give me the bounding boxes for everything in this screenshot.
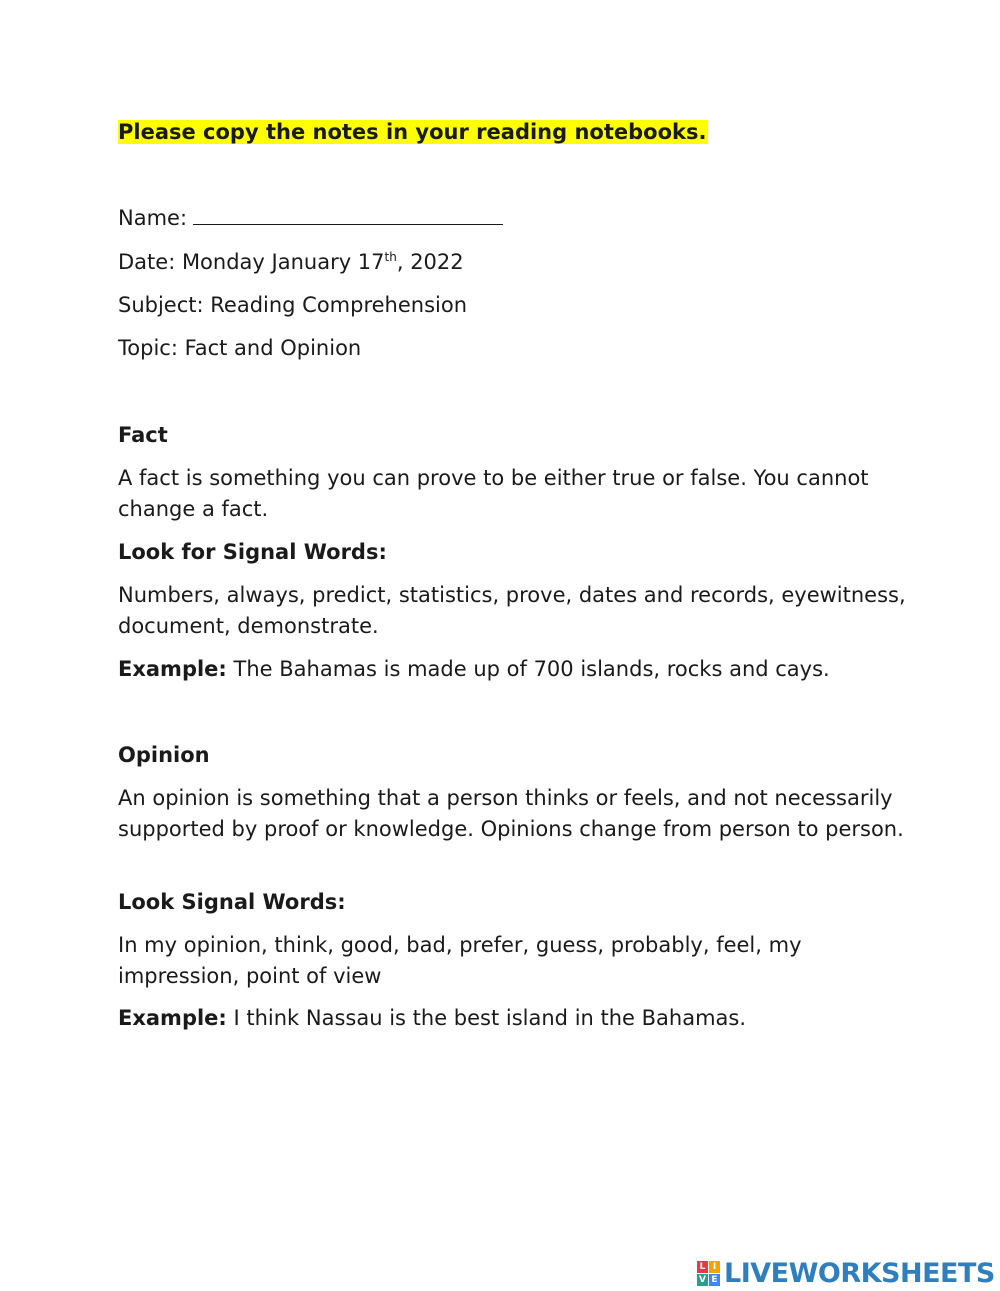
fact-example <box>118 654 830 684</box>
opinion-example <box>118 1003 746 1033</box>
fact-example-text: The Bahamas is made up of 700 islands, rocks and cays. <box>226 657 830 681</box>
name-line <box>118 203 503 233</box>
opinion-definition: An opinion is something that a person thinks or feels, and not necessarily supported by proof or knowledge. Opinions change from person to person. <box>118 786 904 841</box>
logo-block: V <box>697 1274 708 1286</box>
date-line <box>118 247 464 277</box>
subject-line: Subject: Reading Comprehension <box>118 293 468 317</box>
opinion-signal-heading: Look Signal Words: <box>118 890 346 914</box>
name-label: Name: <box>118 206 188 230</box>
logo-text: LIVEWORKSHEETS <box>724 1257 995 1289</box>
fact-heading: Fact <box>118 423 168 447</box>
opinion-heading: Opinion <box>118 743 210 767</box>
date-superscript: th <box>384 250 397 264</box>
opinion-example-label: Example: <box>118 1006 227 1030</box>
logo-block: I <box>709 1261 720 1273</box>
opinion-example-text: I think Nassau is the best island in the Bahamas. <box>226 1006 747 1030</box>
fact-signal-heading: Look for Signal Words: <box>118 540 387 564</box>
logo-block: L <box>697 1261 708 1273</box>
instruction-line <box>118 117 708 147</box>
topic-line: Topic: Fact and Opinion <box>118 336 362 360</box>
liveworksheets-logo <box>697 1258 995 1288</box>
opinion-signal-words: In my opinion, think, good, bad, prefer, guess, probably, feel, my impression, point of view <box>118 933 802 988</box>
fact-example-label: Example: <box>118 657 227 681</box>
logo-blocks-icon <box>697 1261 720 1286</box>
date-suffix: , 2022 <box>396 250 464 274</box>
highlighted-instruction: Please copy the notes in your reading notebooks. <box>118 120 707 144</box>
date-prefix: Date: Monday January 17 <box>118 250 385 274</box>
name-blank <box>193 204 503 225</box>
fact-signal-words: Numbers, always, predict, statistics, prove, dates and records, eyewitness, document, demonstrate. <box>118 583 906 638</box>
fact-definition: A fact is something you can prove to be either true or false. You cannot change a fact. <box>118 466 869 521</box>
logo-block: E <box>709 1274 720 1286</box>
